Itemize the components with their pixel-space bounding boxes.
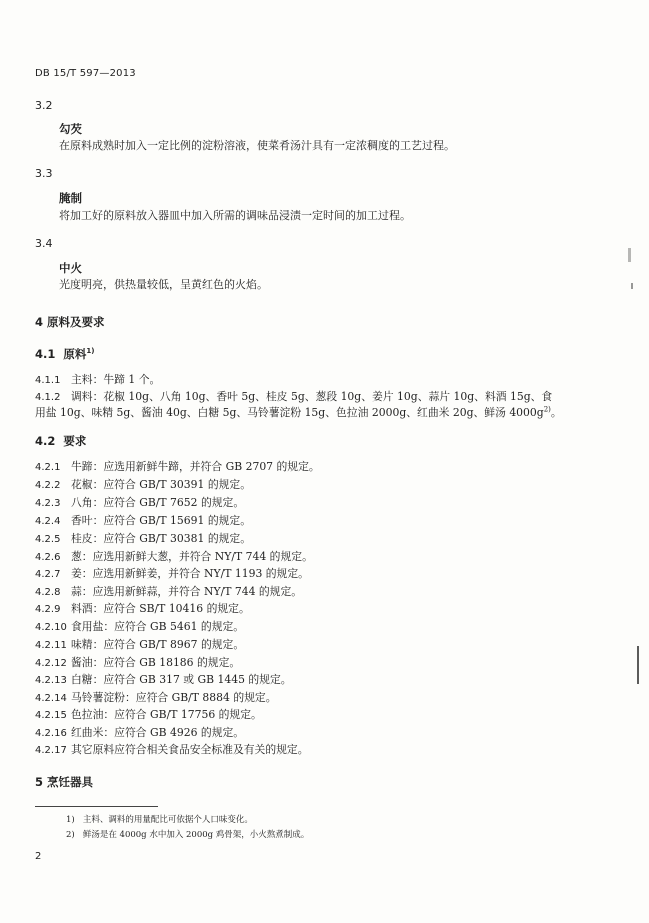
item-text: 食用盐：应符合 GB 5461 的规定。 [71, 620, 245, 633]
footnote-ref: 1) [86, 347, 95, 356]
item-number: 4.2.2 [35, 480, 61, 491]
item-number: 4.2.4 [35, 516, 61, 527]
scan-artifact [628, 248, 631, 262]
term-definition: 将加工好的原料放入器皿中加入所需的调味品浸渍一定时间的加工过程。 [59, 209, 411, 222]
footnote-ref: 2) [543, 405, 551, 414]
item-text: 主料：牛蹄 1 个。 [71, 373, 161, 386]
footnote [66, 828, 309, 840]
item-text: 料酒：应符合 SB/T 10416 的规定。 [71, 602, 250, 615]
requirement-item [35, 725, 244, 740]
requirement-item [35, 619, 244, 634]
term-definition: 光度明亮，供热量较低，呈黄红色的火焰。 [59, 278, 268, 291]
list-item [35, 372, 160, 387]
requirement-item [35, 477, 251, 492]
subsection-title: 要求 [63, 434, 87, 448]
item-number: 4.2.11 [35, 640, 67, 651]
term-number: 3.4 [35, 237, 53, 250]
subsection-heading [35, 346, 94, 362]
item-text: 香叶：应符合 GB/T 15691 的规定。 [71, 514, 252, 527]
document-header: DB 15/T 597—2013 [35, 68, 136, 79]
term-title: 腌制 [59, 191, 82, 205]
item-number: 4.1.1 [35, 375, 61, 386]
section-heading: 4 原料及要求 [35, 315, 105, 329]
item-text: 马铃薯淀粉：应符合 GB/T 8884 的规定。 [71, 691, 277, 704]
footnote [66, 813, 253, 825]
requirement-item [35, 459, 320, 474]
term-number: 3.2 [35, 99, 53, 112]
term-definition: 在原料成熟时加入一定比例的淀粉溶液，使菜肴汤汁具有一定浓稠度的工艺过程。 [59, 139, 455, 152]
item-number: 4.2.10 [35, 622, 67, 633]
subsection-number: 4.1 [35, 347, 56, 361]
item-number: 4.2.3 [35, 498, 61, 509]
requirement-item [35, 584, 302, 599]
item-text: 葱：应选用新鲜大葱，并符合 NY/T 744 的规定。 [71, 550, 313, 563]
subsection-number: 4.2 [35, 434, 56, 448]
footnote-mark: 2) [66, 830, 75, 840]
requirement-item [35, 637, 244, 652]
item-text: 色拉油：应符合 GB/T 17756 的规定。 [71, 708, 262, 721]
page-number: 2 [35, 851, 42, 862]
item-number: 4.2.5 [35, 534, 61, 545]
scan-artifact [637, 646, 639, 684]
item-text: 八角：应符合 GB/T 7652 的规定。 [71, 496, 245, 509]
footnote-divider [35, 806, 158, 807]
item-text: 味精：应符合 GB/T 8967 的规定。 [71, 638, 245, 651]
item-text: 红曲米：应符合 GB 4926 的规定。 [71, 726, 245, 739]
item-number: 4.2.6 [35, 552, 61, 563]
item-number: 4.2.7 [35, 569, 61, 580]
term-title: 中火 [59, 261, 82, 275]
section-heading: 5 烹饪器具 [35, 775, 94, 789]
requirement-item [35, 549, 313, 564]
item-text: 用盐 10g、味精 5g、酱油 40g、白糖 5g、马铃薯淀粉 15g、色拉油 2000g、红曲米 20g、鲜汤 4000g [35, 406, 544, 419]
item-text: 牛蹄：应选用新鲜牛蹄，并符合 GB 2707 的规定。 [71, 460, 320, 473]
list-item [35, 389, 552, 404]
requirement-item [35, 655, 240, 670]
item-number: 4.2.14 [35, 693, 67, 704]
item-number: 4.1.2 [35, 392, 61, 403]
item-text: 桂皮：应符合 GB/T 30381 的规定。 [71, 532, 252, 545]
item-number: 4.2.8 [35, 587, 61, 598]
term-title: 勾芡 [59, 122, 82, 136]
requirement-item [35, 566, 309, 581]
item-text: 姜：应选用新鲜姜，并符合 NY/T 1193 的规定。 [71, 567, 309, 580]
requirement-item [35, 601, 250, 616]
footnote-text: 鲜汤是在 4000g 水中加入 2000g 鸡骨架，小火熬煮制成。 [82, 830, 310, 840]
item-text: 蒜：应选用新鲜蒜，并符合 NY/T 744 的规定。 [71, 585, 303, 598]
item-number: 4.2.15 [35, 710, 67, 721]
item-text: 花椒：应符合 GB/T 30391 的规定。 [71, 478, 252, 491]
item-number: 4.2.17 [35, 745, 67, 756]
subsection-title: 原料 [63, 347, 87, 361]
requirement-item [35, 707, 262, 722]
item-number: 4.2.9 [35, 604, 61, 615]
requirement-item [35, 690, 277, 705]
item-text: 调料：花椒 10g、八角 10g、香叶 5g、桂皮 5g、葱段 10g、姜片 10g、蒜片 10g、料酒 15g、食 [71, 390, 553, 403]
item-number: 4.2.13 [35, 675, 67, 686]
subsection-heading [35, 433, 86, 449]
requirement-item [35, 513, 251, 528]
requirement-item [35, 495, 244, 510]
list-item-continuation: 用盐 10g、味精 5g、酱油 40g、白糖 5g、马铃薯淀粉 15g、色拉油 2000g、红曲米 20g、鲜汤 $4000g^{2)}$。 [35, 405, 562, 419]
footnote-mark: 1) [66, 815, 75, 825]
footnote-text: 主料、调料的用量配比可依据个人口味变化。 [82, 815, 253, 825]
requirement-item [35, 742, 309, 757]
item-number: 4.2.16 [35, 728, 67, 739]
requirement-item [35, 672, 292, 687]
item-text: 其它原料应符合相关食品安全标准及有关的规定。 [71, 743, 309, 756]
item-text: 白糖：应符合 GB 317 或 GB 1445 的规定。 [71, 673, 292, 686]
term-number: 3.3 [35, 167, 53, 180]
item-number: 4.2.1 [35, 462, 61, 473]
item-text: 酱油：应符合 GB 18186 的规定。 [71, 656, 241, 669]
item-number: 4.2.12 [35, 658, 67, 669]
requirement-item [35, 531, 251, 546]
scan-artifact [631, 283, 633, 289]
